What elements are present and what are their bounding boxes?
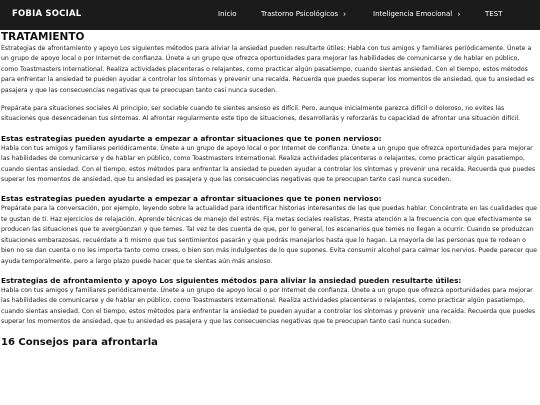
nav-item-label: Trastorno Psicológicos — [261, 10, 339, 18]
nav-item-label: TEST — [485, 10, 503, 18]
nav-item-inicio[interactable] — [218, 10, 237, 18]
section-heading-16-tips: 16 Consejos para afrontarla — [1, 336, 158, 348]
nav-item-label: Inicio — [218, 10, 237, 18]
nav-item-inteligencia-emocional[interactable] — [373, 10, 460, 18]
nav-item-trastorno-psicologicos[interactable] — [261, 10, 346, 18]
chevron-right-icon: › — [343, 9, 347, 18]
section-paragraph-strategies: Habla con tus amigos y familiares periódicamente. Únete a un grupo de apoyo local o por Internet de confianza. Únete a un grupo que ofrezca oportunidades para mejorar las habilidades de comunicarse y de hablar en público, como Toastmasters International. Realiza actividades placenteras o relajantes, como practicar algún pasatiempo, cuando sientas ansiedad. Con el tiempo, estos métodos para enfrentar la ansiedad te pueden ayudar a controlar los síntomas y prevenir una recaída. Recuerda que puedes superar los momentos de ansiedad, que tu ansiedad es pasajera y que las consecuencias negativas que te preocupan tanto casi nunca suceden. — [1, 144, 536, 184]
section-heading-strategies-2: Estas estrategias pueden ayudarte a empezar a afrontar situaciones que te ponen nervioso: — [1, 194, 382, 204]
intro-paragraph-coping: Estrategias de afrontamiento y apoyo Los siguientes métodos para aliviar la ansiedad pueden resultarte útiles: Habla con tus amigos y familiares periódicamente. Únete a un grupo de apoyo local o por Internet de confianza. Únete a un grupo que ofrezca oportunidades para mejorar las habilidades de comunicarse y de hablar en público, como Toastmasters International. Realiza actividades placenteras o relajantes, como practicar algún pasatiempo, cuando sientas ansiedad. Con el tiempo, estos métodos para enfrentar la ansiedad te pueden ayudar a controlar los síntomas y prevenir una recaída. Recuerda que puedes superar los momentos de ansiedad, que tu ansiedad es pasajera y que las consecuencias negativas que te preocupan tanto casi nunca suceden. — [1, 45, 534, 94]
paragraph-spacer — [1, 96, 540, 104]
section-paragraph-preparation: Prepárate para la conversación, por ejemplo, leyendo sobre la actualidad para identificar historias interesantes de las que puedas hablar. Concéntrate en las cualidades que te gustan de ti. Haz ejercicios de relajación. Aprende técnicas de manejo del estrés. Fija metas sociales realistas. Presta atención a la frecuencia con que efectivamente se producen las situaciones que te avergüenzan y que temes. Tal vez te des cuenta de que, por lo general, los escenarios que temes no llegan a ocurrir. Cuando se produzcan situaciones embarazosas, recuérdate a ti mismo que tus sentimientos pasarán y que podrás manejarlos hasta que lo hagan. La mayoría de las personas que te rodean o bien no se dan cuenta o no les importa tanto como crees, o bien son más indulgentes de lo que supones. Evita consumir alcohol para calmar los nervios. Puede parecer que ayuda temporalmente, pero a largo plazo puede hacer que te sientas aún más ansioso. — [1, 205, 537, 265]
chevron-right-icon: › — [457, 9, 461, 18]
nav-item-label: Inteligencia Emocional — [373, 10, 453, 18]
section-paragraph-coping-support: Habla con tus amigos y familiares periódicamente. Únete a un grupo de apoyo local o por Internet de confianza. Únete a un grupo que ofrezca oportunidades para mejorar las habilidades de comunicarse y de hablar en público, como Toastmasters International. Realiza actividades placenteras o relajantes, como practicar algún pasatiempo, cuando sientas ansiedad. Con el tiempo, estos métodos para enfrentar la ansiedad te pueden ayudar a controlar los síntomas y prevenir una recaída. Recuerda que puedes superar los momentos de ansiedad, que tu ansiedad es pasajera y que las consecuencias negativas que te preocupan tanto casi nunca suceden. — [1, 286, 536, 326]
page-title: TRATAMIENTO — [1, 31, 85, 43]
section-heading-strategies: Estas estrategias pueden ayudarte a empezar a afrontar situaciones que te ponen nervioso: — [1, 133, 382, 143]
article-content — [0, 30, 540, 405]
top-navigation-bar — [0, 0, 540, 30]
intro-paragraph-social-situations: Prepárate para situaciones sociales Al principio, ser sociable cuando te sientes ansioso es difícil. Pero, aunque inicialmente parezca difícil o doloroso, no evites las situaciones que desencadenan tus síntomas. Al afrontar regularmente este tipo de situaciones, desarrollarás y reforzarás tu capacidad de afrontar una situación difícil. — [1, 105, 521, 123]
section-heading-coping-support: Estrategias de afrontamiento y apoyo Los siguientes métodos para aliviar la ansiedad pueden resultarte útiles: — [1, 275, 462, 285]
nav-item-test[interactable] — [485, 10, 502, 18]
site-brand-logo[interactable]: FOBIA SOCIAL — [12, 9, 82, 19]
